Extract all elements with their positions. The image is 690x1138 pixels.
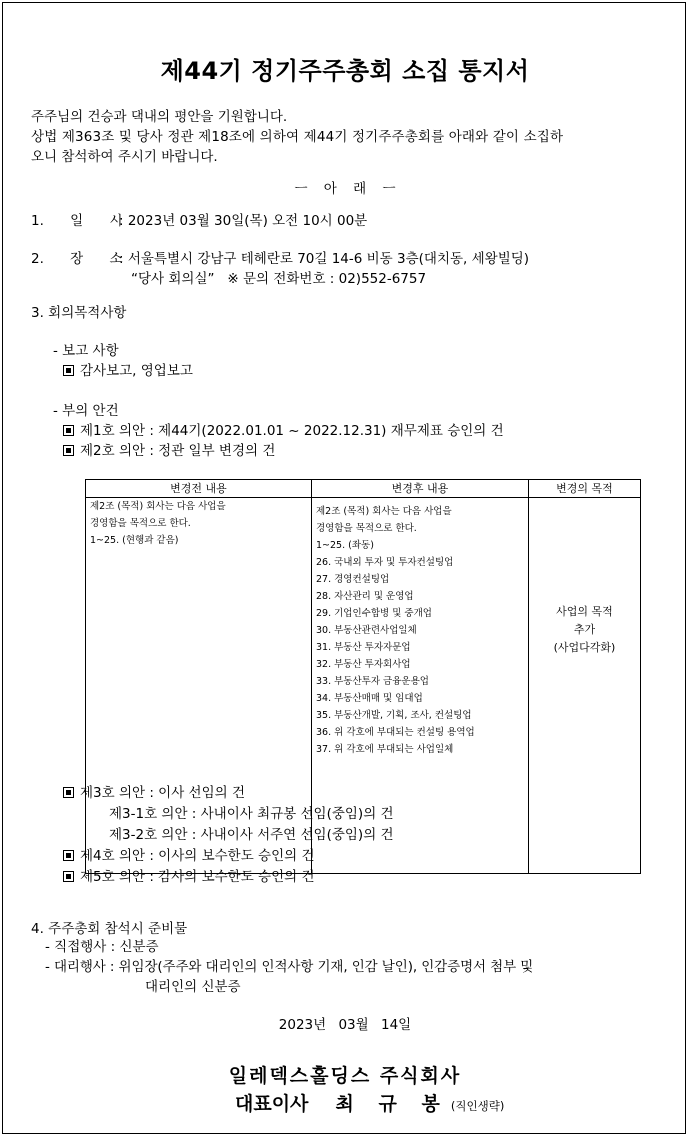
datetime-label: 1. 일 시 xyxy=(31,213,123,229)
agenda-item-3-1: 제3-1호 의안 : 사내이사 최규봉 선임(중임)의 건 xyxy=(109,806,394,822)
before-line: 경영함을 목적으로 한다. xyxy=(90,518,191,529)
place-room: “당사 회의실” xyxy=(131,271,215,287)
after-line: 제2조 (목적) 회사는 다음 사업을 xyxy=(316,506,452,517)
ceo-name: 최 규 봉 xyxy=(335,1093,440,1115)
bullet-square-icon xyxy=(63,871,74,882)
report-item-text: 감사보고, 영업보고 xyxy=(80,363,193,379)
page-title: 제44기 정기주주총회 소집 통지서 xyxy=(160,57,530,85)
prep-direct: - 직접행사 : 신분증 xyxy=(45,939,159,955)
prep-heading: 4. 주주총회 참석시 준비물 xyxy=(31,921,188,937)
agenda-item-2-text: 제2호 의안 : 정관 일부 변경의 건 xyxy=(80,443,276,459)
after-line: 경영함을 목적으로 한다. xyxy=(316,523,417,534)
after-line: 1~25. (좌동) xyxy=(316,540,374,551)
notice-date: 2023년 03월 14일 xyxy=(278,1017,412,1033)
after-line: 37. 위 각호에 부대되는 사업일체 xyxy=(316,744,454,755)
ceo-line xyxy=(235,1089,504,1116)
place-value: : 서울특별시 강남구 테헤란로 70길 14-6 비동 3층(대치동, 세왕빌딩) xyxy=(119,251,530,267)
seal-omitted-note: (직인생략) xyxy=(450,1099,505,1113)
place-row xyxy=(31,249,529,269)
agenda-item-5-text: 제5호 의안 : 감사의 보수한도 승인의 건 xyxy=(80,869,315,885)
after-line: 28. 자산관리 및 운영업 xyxy=(316,591,414,602)
agenda-item-3-2: 제3-2호 의안 : 사내이사 서주연 선임(중임)의 건 xyxy=(109,827,394,843)
purpose-line: 사업의 목적 xyxy=(556,605,613,618)
after-line: 32. 부동산 투자회사업 xyxy=(316,659,411,670)
intro-line-3: 오니 참석하여 주시기 바랍니다. xyxy=(31,149,218,165)
bullet-square-icon xyxy=(63,850,74,861)
resolution-heading: - 부의 안건 xyxy=(53,403,119,419)
prep-proxy-line-2: 대리인의 신분증 xyxy=(145,979,241,995)
purpose-line: 추가 xyxy=(573,623,596,636)
table-header-after: 변경후 내용 xyxy=(312,480,529,498)
after-line: 34. 부동산매매 및 임대업 xyxy=(316,693,423,704)
place-contact: ※ 문의 전화번호 : 02)552-6757 xyxy=(227,271,427,287)
after-line: 27. 경영컨설팅업 xyxy=(316,574,390,585)
after-line: 33. 부동산투자 금융운용업 xyxy=(316,676,429,687)
below-heading: ㅡ 아 래 ㅡ xyxy=(294,181,396,197)
intro-line-2: 상법 제363조 및 당사 정관 제18조에 의하여 제44기 정기주주총회를 아래와 같이 소집하 xyxy=(31,129,564,145)
datetime-value: : 2023년 03월 30일(목) 오전 10시 00분 xyxy=(119,213,368,229)
place-detail xyxy=(131,269,426,289)
report-item xyxy=(63,361,193,381)
after-line: 26. 국내외 투자 및 투자컨설팅업 xyxy=(316,557,454,568)
intro-line-1: 주주님의 건승과 댁내의 평안을 기원합니다. xyxy=(31,109,288,125)
bullet-square-icon xyxy=(63,787,74,798)
table-header-purpose: 변경의 목적 xyxy=(529,480,641,498)
notice-document xyxy=(2,2,686,1134)
agenda-item-3 xyxy=(63,783,245,803)
before-line: 제2조 (목적) 회사는 다음 사업을 xyxy=(90,501,226,512)
after-line: 29. 기업인수합병 및 중개업 xyxy=(316,608,432,619)
before-line: 1~25. (현행과 같음) xyxy=(90,535,179,546)
report-heading: - 보고 사항 xyxy=(53,343,119,359)
agenda-item-5 xyxy=(63,867,315,887)
agenda-item-3-text: 제3호 의안 : 이사 선임의 건 xyxy=(80,785,246,801)
agenda-item-2 xyxy=(63,441,275,461)
after-line: 35. 부동산개발, 기획, 조사, 컨설팅업 xyxy=(316,710,472,721)
bullet-square-icon xyxy=(63,445,74,456)
after-line: 31. 부동산 투자자문업 xyxy=(316,642,411,653)
purpose-cell xyxy=(529,498,641,874)
agenda-item-4-text: 제4호 의안 : 이사의 보수한도 승인의 건 xyxy=(80,848,315,864)
purpose-line: (사업다각화) xyxy=(553,641,616,654)
company-name: 일레덱스홀딩스 주식회사 xyxy=(228,1065,462,1087)
bullet-square-icon xyxy=(63,365,74,376)
prep-proxy-line-1: - 대리행사 : 위임장(주주와 대리인의 인적사항 기재, 인감 날인), 인감증명서 첨부 및 xyxy=(45,959,534,975)
after-line: 30. 부동산관련사업일체 xyxy=(316,625,417,636)
agenda-item-1 xyxy=(63,421,504,441)
datetime-row xyxy=(31,211,367,231)
bullet-square-icon xyxy=(63,425,74,436)
table-header-before: 변경전 내용 xyxy=(86,480,312,498)
agenda-heading: 3. 회의목적사항 xyxy=(31,305,127,321)
place-label: 2. 장 소 xyxy=(31,251,123,267)
ceo-title: 대표이사 xyxy=(235,1093,309,1115)
agenda-item-1-text: 제1호 의안 : 제44기(2022.01.01 ~ 2022.12.31) 재무제표 승인의 건 xyxy=(80,423,504,439)
after-line: 36. 위 각호에 부대되는 컨설팅 용역업 xyxy=(316,727,475,738)
agenda-item-4 xyxy=(63,846,315,866)
